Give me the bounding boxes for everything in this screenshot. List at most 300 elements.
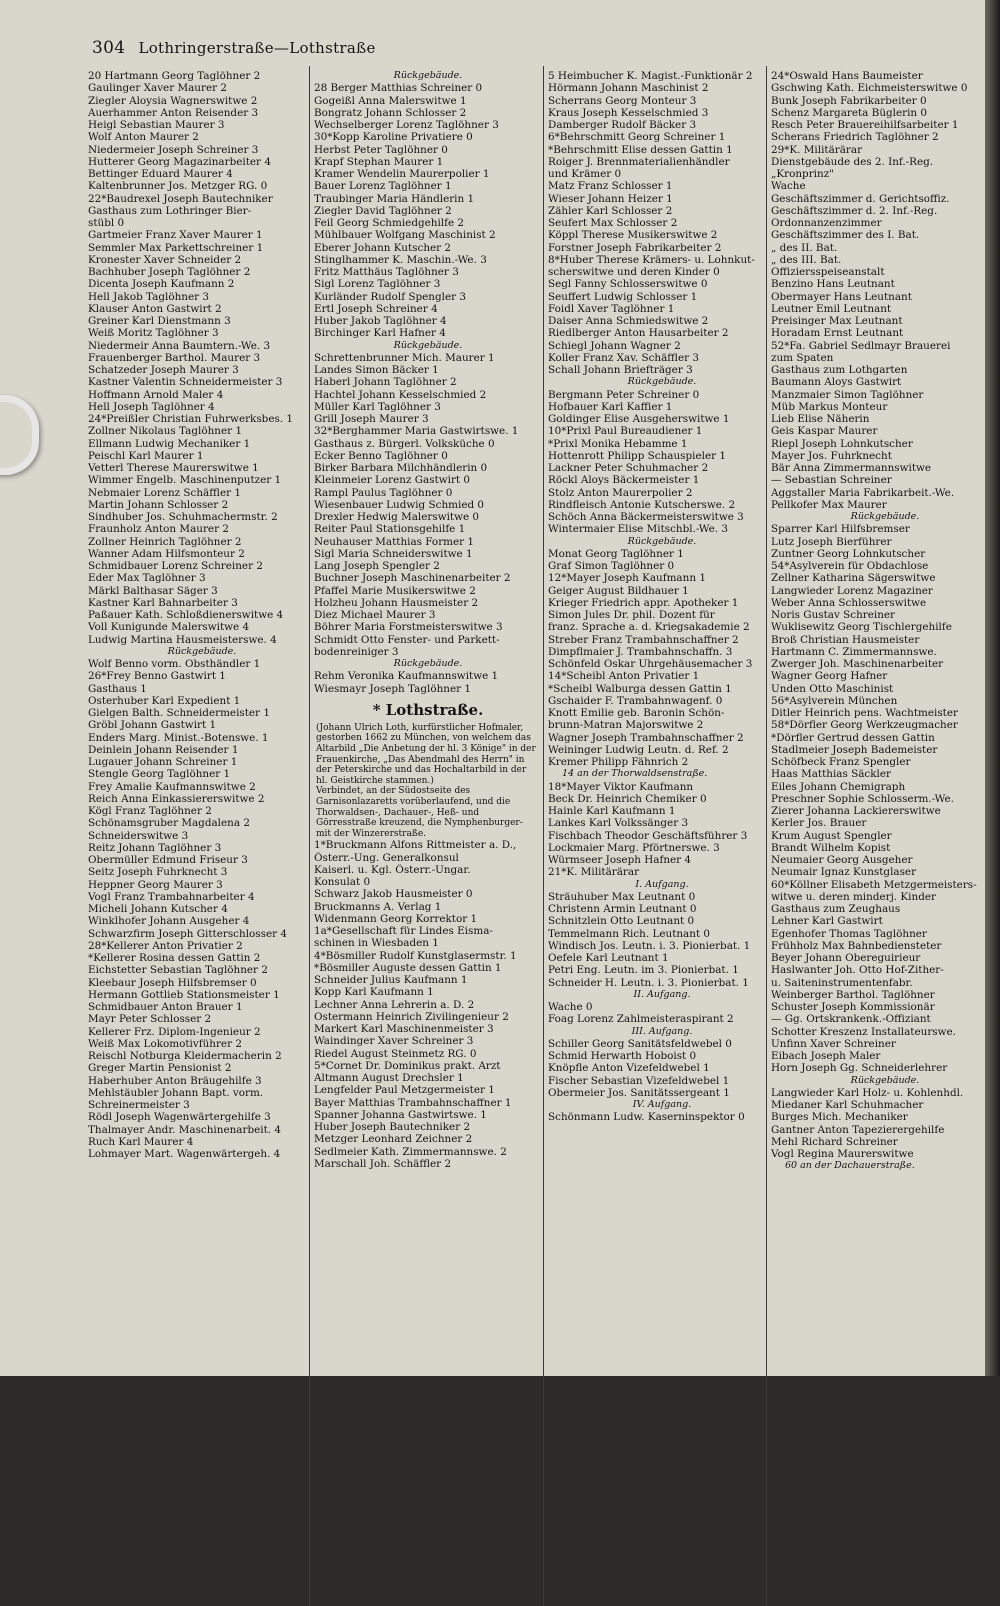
- directory-entry: Haberl Johann Taglöhner 2: [314, 376, 457, 389]
- directory-entry: Hell Joseph Taglöhner 4: [88, 400, 215, 413]
- directory-entry: Burges Mich. Mechaniker: [771, 1111, 908, 1124]
- directory-entry: Eiles Johann Chemigraph: [771, 780, 906, 793]
- directory-entry: 32*Berghammer Maria Gastwirtswe. 1: [314, 425, 519, 438]
- directory-entry: Schmidt Otto Fenster- und Parkett-: [314, 633, 500, 646]
- directory-entry: Wiesenbauer Ludwig Schmied 0: [314, 498, 485, 511]
- directory-entry: 6*Behrschmitt Georg Schreiner 1: [548, 131, 726, 144]
- directory-entry: Wolf Benno vorm. Obsthändler 1: [88, 658, 261, 670]
- directory-entry: Metzger Leonhard Zeichner 2: [314, 1133, 473, 1146]
- column-rule: [543, 66, 544, 1606]
- directory-entry: Ordonnanzenzimmer: [771, 217, 882, 229]
- directory-entry: Brandt Wilhelm Kopist: [771, 841, 891, 854]
- directory-entry: Traubinger Maria Händlerin 1: [314, 192, 475, 205]
- directory-entry: *Prixl Monika Hebamme 1: [548, 437, 688, 450]
- directory-entry: Rödl Joseph Wagenwärtergehilfe 3: [88, 1111, 271, 1124]
- directory-entry: Schwarzfirm Joseph Gitterschlosser 4: [88, 927, 287, 940]
- directory-entry: 52*Fa. Gabriel Sedlmayr Brauerei: [771, 339, 951, 352]
- directory-entry: Krum August Spengler: [771, 829, 892, 842]
- directory-entry: Buchner Joseph Maschinenarbeiter 2: [314, 572, 511, 585]
- directory-entry: 18*Mayer Viktor Kaufmann: [548, 780, 694, 793]
- directory-entry: Enders Marg. Minist.-Botenswe. 1: [88, 731, 269, 744]
- directory-entry: Martin Johann Schlosser 2: [88, 498, 229, 511]
- directory-entry: Wache 0: [548, 1001, 593, 1013]
- directory-entry: Thalmayer Andr. Maschinenarbeit. 4: [88, 1123, 281, 1136]
- directory-entry: Haslwanter Joh. Otto Hof-Zither-: [771, 964, 944, 977]
- directory-entry: Beyer Johann Obereguirieur: [771, 952, 921, 964]
- directory-entry: Spanner Johanna Gastwirtswe. 1: [314, 1108, 487, 1121]
- directory-entry: Huber Jakob Taglöhner 4: [314, 315, 447, 327]
- directory-entry: Lutz Joseph Bierführer: [771, 535, 892, 548]
- directory-entry: Ruch Karl Maurer 4: [88, 1135, 194, 1148]
- directory-entry: Obermüller Edmund Friseur 3: [88, 854, 248, 866]
- street-note: (Johann Ulrich Loth, kurfürstlicher Hofmaler, gestorben 1662 zu München, von welchem das Altarbild „Die Anbetung der hl. 3 Könige" in der Frauenkirche, „Das Abendmahl des Herrn" in der Peterskirche und das Hochaltarbild in der hl. Geistkirche stammen.): [316, 722, 536, 786]
- directory-entry: Broß Christian Hausmeister: [771, 633, 920, 646]
- directory-entry: Haberhuber Anton Bräugehilfe 3: [88, 1074, 262, 1087]
- directory-entry: Grill Joseph Maurer 3: [314, 413, 429, 425]
- directory-entry: Krapf Stephan Maurer 1: [314, 155, 444, 168]
- directory-entry: *Scheibl Walburga dessen Gattin 1: [548, 682, 732, 695]
- directory-entry: Rampl Paulus Taglöhner 0: [314, 486, 453, 499]
- directory-entry: Schneider Julius Kaufmann 1: [314, 974, 468, 987]
- directory-entry: Lankes Karl Volkssänger 3: [548, 817, 689, 830]
- directory-entry: Lohmayer Mart. Wagenwärtergeh. 4: [88, 1148, 281, 1160]
- street-heading: * Lothstraße.: [372, 700, 484, 719]
- section-heading: II. Aufgang.: [633, 988, 691, 1000]
- directory-entry: Gielgen Balth. Schneidermeister 1: [88, 707, 270, 719]
- directory-entry: Kögl Franz Taglöhner 2: [88, 805, 212, 817]
- directory-entry: und Krämer 0: [548, 168, 622, 180]
- directory-entry: 24*Oswald Hans Baumeister: [771, 70, 923, 82]
- directory-entry: Fraunholz Anton Maurer 2: [88, 523, 229, 536]
- directory-entry: Wache: [771, 180, 806, 193]
- directory-entry: 5 Heimbucher K. Magist.-Funktionär 2: [548, 70, 753, 82]
- directory-entry: Goldinger Elise Ausgeherswitwe 1: [548, 413, 730, 425]
- page-number: 304: [92, 38, 126, 58]
- directory-entry: Zwerger Joh. Maschinenarbeiter: [771, 658, 944, 670]
- directory-entry: Kraus Joseph Kesselschmied 3: [548, 106, 709, 119]
- directory-entry: Lang Joseph Spengler 2: [314, 560, 440, 572]
- directory-entry: Gaulinger Xaver Maurer 2: [88, 82, 228, 95]
- directory-entry: 22*Baudrexel Joseph Bautechniker: [88, 192, 273, 205]
- directory-entry: Birker Barbara Milchhändlerin 0: [314, 462, 488, 474]
- directory-entry: witwe u. deren minderj. Kinder: [771, 890, 936, 903]
- directory-entry: Gasthaus zum Zeughaus: [771, 903, 901, 915]
- directory-entry: Sindhuber Jos. Schuhmachermstr. 2: [88, 511, 278, 523]
- directory-entry: Schiller Georg Sanitätsfeldwebel 0: [548, 1037, 732, 1050]
- directory-entry: 12*Mayer Joseph Kaufmann 1: [548, 572, 706, 585]
- directory-entry: Dicenta Joseph Kaufmann 2: [88, 278, 235, 291]
- directory-entry: Greger Martin Pensionist 2: [88, 1062, 232, 1075]
- directory-entry: Frauenberger Barthol. Maurer 3: [88, 351, 261, 364]
- directory-entry: Sedlmeier Kath. Zimmermannswe. 2: [314, 1145, 507, 1158]
- directory-entry: Weiß Max Lokomotivführer 2: [88, 1037, 242, 1050]
- directory-entry: Kronester Xaver Schneider 2: [88, 253, 242, 266]
- directory-entry: Offiziersspeiseanstalt: [771, 266, 885, 278]
- directory-entry: Widenmann Georg Korrektor 1: [314, 912, 478, 925]
- directory-entry: Baumann Aloys Gastwirt: [771, 376, 902, 389]
- directory-entry: 58*Dörfler Georg Werkzeugmacher: [771, 719, 958, 732]
- directory-entry: Sigl Lorenz Taglöhner 3: [314, 278, 441, 291]
- directory-entry: Herbst Peter Taglöhner 0: [314, 143, 448, 156]
- directory-entry: Schnitzlein Otto Leutnant 0: [548, 915, 695, 928]
- directory-entry: Wechselberger Lorenz Taglöhner 3: [314, 119, 499, 131]
- directory-entry: Sparrer Karl Hilfsbremser: [771, 523, 910, 536]
- directory-entry: Mayer Jos. Fuhrknecht: [771, 449, 892, 462]
- directory-entry: Schiegl Johann Wagner 2: [548, 339, 681, 352]
- directory-entry: Ecker Benno Taglöhner 0: [314, 449, 448, 462]
- directory-entry: Geis Kaspar Maurer: [771, 425, 878, 438]
- directory-entry: Petri Eng. Leutn. im 3. Pionierbat. 1: [548, 964, 739, 977]
- directory-entry: „ des III. Bat.: [771, 253, 842, 266]
- directory-entry: zum Spaten: [771, 351, 834, 364]
- directory-entry: Weiß Moritz Taglöhner 3: [88, 327, 219, 340]
- directory-entry: Knott Emilie geb. Baronin Schön-: [548, 707, 725, 719]
- directory-entry: Wimmer Engelb. Maschinenputzer 1: [88, 474, 282, 487]
- section-heading: Rückgebäude.: [850, 1074, 920, 1086]
- directory-entry: Lehner Karl Gastwirt: [771, 915, 883, 928]
- directory-entry: Gschwing Kath. Eichmeisterswitwe 0: [771, 82, 968, 95]
- directory-entry: Hofbauer Karl Kaffier 1: [548, 400, 673, 413]
- directory-entry: Gasthaus zum Lothringer Bier-: [88, 204, 252, 217]
- directory-entry: Bachhuber Joseph Taglöhner 2: [88, 266, 251, 278]
- directory-entry: 10*Prixl Paul Bureaudiener 1: [548, 425, 703, 438]
- directory-entry: Obermeier Jos. Sanitätssergeant 1: [548, 1086, 730, 1099]
- directory-entry: Mayr Peter Schlosser 2: [88, 1013, 212, 1026]
- directory-entry: Ertl Joseph Schreiner 4: [314, 302, 438, 315]
- section-heading: Rückgebäude.: [393, 70, 463, 81]
- directory-entry: Seuffert Ludwig Schlosser 1: [548, 290, 698, 303]
- directory-entry: Schatzeder Joseph Maurer 3: [88, 364, 239, 376]
- directory-entry: Paßauer Kath. Schloßdienerswitwe 4: [88, 609, 284, 621]
- directory-entry: Kaltenbrunner Jos. Metzger RG. 0: [88, 180, 268, 193]
- directory-entry: Christenn Armin Leutnant 0: [548, 903, 697, 915]
- directory-entry: 21*K. Militärärar: [548, 866, 640, 879]
- directory-entry: Osterhuber Karl Expedient 1: [88, 694, 241, 707]
- directory-entry: Müller Karl Taglöhner 3: [314, 400, 441, 413]
- directory-entry: Neuhauser Matthias Former 1: [314, 535, 475, 548]
- directory-entry: Bunk Joseph Fabrikarbeiter 0: [771, 94, 927, 107]
- directory-entry: Röckl Aloys Bäckermeister 1: [548, 474, 700, 487]
- directory-entry: 1*Bruckmann Alfons Rittmeister a. D.,: [314, 839, 517, 852]
- directory-entry: Stadlmeier Joseph Bademeister: [771, 743, 938, 756]
- directory-entry: Weber Anna Schlosserswitwe: [771, 596, 927, 609]
- directory-entry: — Sebastian Schreiner: [771, 474, 892, 487]
- directory-entry: Heigl Sebastian Maurer 3: [88, 119, 225, 131]
- directory-entry: Scherans Friedrich Taglöhner 2: [771, 131, 939, 144]
- street-note: Verbindet, an der Südostseite des Garnisonlazaretts vorüberlaufend, und die Thorwaldsen-, Dachauer-, Heß- und Görresstraße kreuzend, die Nymphenburger- mit der Winzererstraße.: [316, 786, 523, 839]
- directory-entry: 54*Asylverein für Obdachlose: [771, 560, 929, 572]
- directory-entry: Ostermann Heinrich Zivilingenieur 2: [314, 1010, 509, 1023]
- directory-entry: Eberer Johann Kutscher 2: [314, 241, 452, 254]
- directory-entry: Hartmann C. Zimmermannswe.: [771, 645, 937, 658]
- directory-entry: Semmler Max Parkettschreiner 1: [88, 241, 264, 254]
- directory-entry: Hermann Gottlieb Stationsmeister 1: [88, 988, 280, 1001]
- section-heading: Rückgebäude.: [167, 645, 237, 657]
- directory-entry: Reischl Notburga Kleidermacherin 2: [88, 1050, 282, 1062]
- directory-entry: Ziegler Aloysia Wagnerswitwe 2: [88, 94, 258, 107]
- cross-reference: 60 an der Dachauerstraße.: [785, 1160, 915, 1172]
- directory-entry: Nebmaier Lorenz Schäffler 1: [88, 486, 241, 499]
- directory-entry: 60*Köllner Elisabeth Metzgermeisters-: [771, 878, 977, 891]
- directory-entry: Fischer Sebastian Vizefeldwebel 1: [548, 1074, 730, 1087]
- directory-entry: Köppl Therese Musikerswitwe 2: [548, 229, 718, 242]
- directory-entry: Simon Jules Dr. phil. Dozent für: [548, 609, 715, 621]
- page-edge: [985, 0, 1000, 1376]
- directory-entry: Frey Amalie Kaufmannswitwe 2: [88, 780, 256, 793]
- directory-entry: Hainle Karl Kaufmann 1: [548, 805, 676, 817]
- section-heading: IV. Aufgang.: [632, 1099, 692, 1110]
- directory-entry: Ditler Heinrich pens. Wachtmeister: [771, 707, 958, 719]
- directory-entry: Österr.-Ung. Generalkonsul: [314, 851, 459, 864]
- directory-entry: 20 Hartmann Georg Taglöhner 2: [88, 70, 261, 82]
- directory-entry: Mehlstäubler Johann Bapt. vorm.: [88, 1086, 264, 1099]
- directory-entry: Eichstetter Sebastian Taglöhner 2: [88, 964, 268, 977]
- directory-entry: Seitz Joseph Fuhrknecht 3: [88, 866, 228, 879]
- directory-entry: Lieb Elise Näherin: [771, 413, 870, 425]
- directory-entry: Zierer Johanna Lackiererswitwe: [771, 805, 941, 817]
- section-heading: Rückgebäude.: [393, 339, 463, 351]
- directory-entry: Gantner Anton Tapezierergehilfe: [771, 1123, 945, 1136]
- directory-entry: Bongratz Johann Schlosser 2: [314, 106, 467, 119]
- directory-entry: Wolf Anton Maurer 2: [88, 131, 199, 144]
- section-heading: Rückgebäude.: [627, 535, 697, 547]
- directory-entry: Hell Jakob Taglöhner 3: [88, 290, 209, 303]
- directory-entry: 29*K. Militärärar: [771, 143, 863, 156]
- directory-entry: Ziegler David Taglöhner 2: [314, 204, 452, 217]
- directory-entry: Miedaner Karl Schuhmacher: [771, 1099, 924, 1111]
- directory-entry: Schöfbeck Franz Spengler: [771, 756, 911, 768]
- directory-entry: Wintermaier Elise Mitschbl.-We. 3: [548, 523, 729, 536]
- directory-entry: Kramer Wendelin Maurerpolier 1: [314, 168, 490, 180]
- directory-entry: Rehm Veronika Kaufmannswitwe 1: [314, 670, 499, 683]
- directory-entry: Wuklisewitz Georg Tischlergehilfe: [771, 621, 952, 634]
- directory-entry: Riepl Joseph Lohnkutscher: [771, 437, 913, 450]
- directory-entry: u. Saiteninstrumentenfabr.: [771, 976, 913, 989]
- directory-entry: Kaiserl. u. Kgl. Österr.-Ungar.: [314, 863, 471, 876]
- column-2: [314, 70, 542, 1170]
- directory-entry: Koller Franz Xav. Schäffler 3: [548, 351, 700, 364]
- directory-entry: Stinglhammer K. Maschin.-We. 3: [314, 253, 487, 266]
- directory-entry: Gasthaus zum Lothgarten: [771, 364, 908, 376]
- directory-entry: Bauer Lorenz Taglöhner 1: [314, 180, 452, 193]
- directory-entry: Sträuhuber Max Leutnant 0: [548, 890, 696, 903]
- directory-entry: Landes Simon Bäcker 1: [314, 364, 439, 376]
- directory-entry: Niedermeir Anna Baumtern.-We. 3: [88, 339, 271, 352]
- directory-entry: 56*Asylverein München: [771, 694, 898, 707]
- column-1: [88, 70, 316, 1160]
- directory-entry: Noris Gustav Schreiner: [771, 609, 896, 621]
- directory-entry: schinen in Wiesbaden 1: [314, 937, 439, 950]
- directory-entry: Schneider H. Leutn. i. 3. Pionierbat. 1: [548, 976, 749, 989]
- directory-entry: Markert Karl Maschinenmeister 3: [314, 1023, 494, 1036]
- directory-entry: Vetterl Therese Maurerswitwe 1: [88, 462, 259, 474]
- section-heading: Rückgebäude.: [627, 376, 697, 388]
- directory-entry: Wiesmayr Joseph Taglöhner 1: [314, 682, 472, 695]
- directory-entry: Forstner Joseph Fabrikarbeiter 2: [548, 241, 722, 254]
- directory-entry: Feil Georg Schmiedgehilfe 2: [314, 217, 465, 229]
- directory-entry: Haas Matthias Säckler: [771, 768, 891, 781]
- directory-entry: scherswitwe und deren Kinder 0: [548, 266, 720, 278]
- directory-entry: Schwarz Jakob Hausmeister 0: [314, 888, 473, 901]
- directory-entry: Zollner Nikolaus Taglöhner 1: [88, 425, 243, 438]
- directory-entry: Kremer Philipp Fähnrich 2: [548, 756, 689, 768]
- directory-entry: Foidl Xaver Taglöhner 1: [548, 302, 675, 315]
- directory-entry: Wieser Johann Heizer 1: [548, 192, 673, 205]
- section-heading: Rückgebäude.: [850, 511, 920, 522]
- directory-entry: Winklhofer Johann Ausgeher 4: [88, 915, 250, 928]
- directory-entry: Pellkofer Max Maurer: [771, 498, 887, 511]
- directory-entry: Geschäftszimmer d. 2. Inf.-Reg.: [771, 204, 938, 217]
- directory-entry: Hachtel Johann Kesselschmied 2: [314, 388, 487, 401]
- directory-entry: 5*Cornet Dr. Dominikus prakt. Arzt: [314, 1059, 501, 1072]
- directory-entry: Weininger Ludwig Leutn. d. Ref. 2: [548, 743, 729, 756]
- directory-entry: Neumair Ignaz Kunstglaser: [771, 866, 917, 879]
- directory-entry: Böhrer Maria Forstmeisterswitwe 3: [314, 621, 503, 634]
- page-header: [92, 38, 376, 58]
- directory-entry: Daiser Anna Schmiedswitwe 2: [548, 315, 709, 327]
- directory-entry: Krieger Friedrich appr. Apotheker 1: [548, 596, 739, 609]
- directory-entry: 14*Scheibl Anton Privatier 1: [548, 670, 700, 683]
- directory-entry: Schönmann Ludw. Kaserninspektor 0: [548, 1111, 745, 1124]
- directory-entry: Leutner Emil Leutnant: [771, 302, 892, 315]
- directory-entry: Schotter Kreszenz Installateurswe.: [771, 1025, 956, 1038]
- directory-entry: Wagner Georg Hafner: [771, 670, 888, 683]
- directory-entry: Kleebaur Joseph Hilfsbremser 0: [88, 976, 257, 989]
- directory-entry: Manzmaier Simon Taglöhner: [771, 388, 924, 401]
- directory-entry: Horn Joseph Gg. Schneiderlehrer: [771, 1062, 948, 1075]
- directory-entry: Schmidbauer Anton Brauer 1: [88, 1001, 243, 1013]
- directory-entry: Beck Dr. Heinrich Chemiker 0: [548, 792, 707, 805]
- directory-entry: Geschäftszimmer d. Gerichtsoffiz.: [771, 192, 950, 205]
- directory-entry: Geiger August Bildhauer 1: [548, 584, 689, 597]
- directory-entry: Klauser Anton Gastwirt 2: [88, 302, 222, 315]
- directory-entry: Schneiderswitwe 3: [88, 829, 189, 842]
- directory-entry: Segl Fanny Schlosserswitwe 0: [548, 278, 708, 291]
- directory-entry: Eder Max Taglöhner 3: [88, 572, 206, 585]
- directory-entry: Bayer Matthias Trambahnschaffner 1: [314, 1096, 512, 1109]
- directory-entry: Hottenrott Philipp Schauspieler 1: [548, 449, 726, 462]
- directory-entry: Dienstgebäude des 2. Inf.-Reg.: [771, 155, 934, 168]
- directory-entry: Zollner Heinrich Taglöhner 2: [88, 535, 242, 548]
- directory-entry: Obermayer Hans Leutnant: [771, 290, 912, 303]
- directory-entry: Egenhofer Thomas Taglöhner: [771, 927, 927, 940]
- directory-entry: Gasthaus 1: [88, 682, 147, 695]
- directory-entry: 28*Kellerer Anton Privatier 2: [88, 939, 243, 952]
- directory-entry: „Kronprinz": [771, 168, 834, 180]
- directory-entry: Stolz Anton Maurerpolier 2: [548, 486, 693, 499]
- directory-entry: Lackner Peter Schuhmacher 2: [548, 462, 709, 474]
- directory-entry: Waindinger Xaver Schreiner 3: [314, 1035, 474, 1048]
- directory-entry: Schmidbauer Lorenz Schreiner 2: [88, 560, 263, 572]
- directory-entry: Stengle Georg Taglöhner 1: [88, 768, 231, 781]
- directory-entry: Peischl Karl Maurer 1: [88, 449, 204, 462]
- directory-entry: Schönamsgruber Magdalena 2: [88, 817, 250, 830]
- directory-entry: Zellner Katharina Sägerswitwe: [771, 572, 936, 585]
- directory-entry: Roiger J. Brennmaterialienhändler: [548, 155, 730, 168]
- directory-entry: Neumaier Georg Ausgeher: [771, 854, 913, 866]
- directory-entry: Schreinermeister 3: [88, 1099, 190, 1111]
- directory-entry: Eibach Joseph Maler: [771, 1050, 881, 1062]
- directory-entry: — Gg. Ortskrankenk.-Offiziant: [771, 1013, 931, 1026]
- directory-entry: Schöch Anna Bäckermeisterswitwe 3: [548, 511, 744, 523]
- directory-entry: Zuntner Georg Lohnkutscher: [771, 547, 926, 560]
- directory-entry: Kopp Karl Kaufmann 1: [314, 986, 434, 999]
- directory-entry: Wagner Joseph Trambahnschaffner 2: [548, 731, 744, 744]
- directory-entry: Foag Lorenz Zahlmeisteraspirant 2: [548, 1013, 734, 1026]
- directory-entry: Lockmaier Marg. Pförtnerswe. 3: [548, 841, 720, 854]
- directory-entry: Kellerer Frz. Diplom-Ingenieur 2: [88, 1025, 261, 1038]
- directory-entry: Hutterer Georg Magazinarbeiter 4: [88, 155, 271, 168]
- directory-entry: Bergmann Peter Schreiner 0: [548, 388, 700, 401]
- directory-entry: Resch Peter Brauereihilfsarbeiter 1: [771, 119, 959, 131]
- directory-entry: Aggstaller Maria Fabrikarbeit.-We.: [771, 486, 955, 499]
- directory-entry: Schönfeld Oskar Uhrgehäusemacher 3: [548, 658, 753, 670]
- directory-entry: Bettinger Eduard Maurer 4: [88, 168, 233, 180]
- directory-entry: Schmid Herwarth Hoboist 0: [548, 1050, 697, 1062]
- directory-entry: 8*Huber Therese Krämers- u. Lohnkut-: [548, 253, 755, 266]
- directory-entry: Preisinger Max Leutnant: [771, 315, 903, 327]
- section-heading: Rückgebäude.: [393, 658, 463, 669]
- directory-entry: Greiner Karl Dienstmann 3: [88, 315, 231, 327]
- directory-entry: Drexler Hedwig Malerswitwe 0: [314, 511, 480, 523]
- directory-entry: Deinlein Johann Reisender 1: [88, 743, 239, 756]
- directory-entry: Bär Anna Zimmermannswitwe: [771, 462, 932, 474]
- directory-entry: Sigl Maria Schneiderswitwe 1: [314, 547, 473, 560]
- directory-entry: brunn-Matran Majorswitwe 2: [548, 719, 704, 732]
- directory-entry: Reitz Johann Taglöhner 3: [88, 841, 222, 854]
- directory-entry: Benzino Hans Leutnant: [771, 278, 895, 291]
- directory-entry: Wanner Adam Hilfsmonteur 2: [88, 547, 245, 560]
- directory-entry: Diez Michael Maurer 3: [314, 609, 436, 621]
- directory-entry: Vogl Regina Maurerswitwe: [771, 1148, 914, 1160]
- directory-entry: *Bösmiller Auguste dessen Gattin 1: [314, 961, 502, 974]
- directory-entry: Unfinn Xaver Schreiner: [771, 1037, 896, 1050]
- directory-entry: Windisch Jos. Leutn. i. 3. Pionierbat. 1: [548, 939, 751, 952]
- directory-entry: Gschaider F. Trambahnwagenf. 0: [548, 694, 723, 707]
- directory-entry: Lugauer Johann Schreiner 1: [88, 756, 238, 768]
- directory-entry: Langwieder Lorenz Magaziner: [771, 584, 933, 597]
- directory-entry: Reich Anna Einkassiererswitwe 2: [88, 792, 265, 805]
- directory-entry: Märkl Balthasar Säger 3: [88, 584, 218, 597]
- directory-entry: Holzheu Johann Hausmeister 2: [314, 596, 479, 609]
- directory-entry: Kastner Valentin Schneidermeister 3: [88, 376, 283, 389]
- directory-entry: Oefele Karl Leutnant 1: [548, 952, 669, 964]
- directory-entry: Weinberger Barthol. Taglöhner: [771, 988, 935, 1001]
- directory-entry: *Behrschmitt Elise dessen Gattin 1: [548, 143, 733, 156]
- directory-entry: Würmseer Joseph Hafner 4: [548, 854, 692, 866]
- directory-entry: Hörmann Johann Maschinist 2: [548, 82, 709, 95]
- directory-entry: Kerler Jos. Brauer: [771, 817, 867, 830]
- directory-entry: Kleinmeier Lorenz Gastwirt 0: [314, 474, 471, 487]
- directory-entry: Matz Franz Schlosser 1: [548, 180, 673, 193]
- column-3: [548, 70, 776, 1124]
- directory-entry: Schall Johann Briefträger 3: [548, 364, 693, 376]
- directory-entry: Kurländer Rudolf Spengler 3: [314, 290, 466, 303]
- directory-entry: Micheli Johann Kutscher 4: [88, 903, 228, 915]
- directory-entry: Frühholz Max Bahnbediensteter: [771, 939, 942, 952]
- directory-entry: Voll Kunigunde Malerswitwe 4: [88, 621, 250, 634]
- directory-entry: Niedermeier Joseph Schreiner 3: [88, 143, 259, 156]
- directory-entry: Birchinger Karl Hafner 4: [314, 327, 446, 340]
- directory-entry: Lengfelder Paul Metzgermeister 1: [314, 1084, 495, 1097]
- section-heading: III. Aufgang.: [631, 1025, 693, 1037]
- directory-entry: Lechner Anna Lehrerin a. D. 2: [314, 998, 475, 1011]
- directory-entry: 30*Kopp Karoline Privatiere 0: [314, 131, 473, 144]
- cross-reference: 14 an der Thorwaldsenstraße.: [562, 768, 708, 780]
- directory-entry: 28 Berger Matthias Schreiner 0: [314, 82, 483, 95]
- directory-entry: Gasthaus z. Bürgerl. Volksküche 0: [314, 437, 495, 450]
- directory-entry: Mühlbauer Wolfgang Maschinist 2: [314, 229, 496, 242]
